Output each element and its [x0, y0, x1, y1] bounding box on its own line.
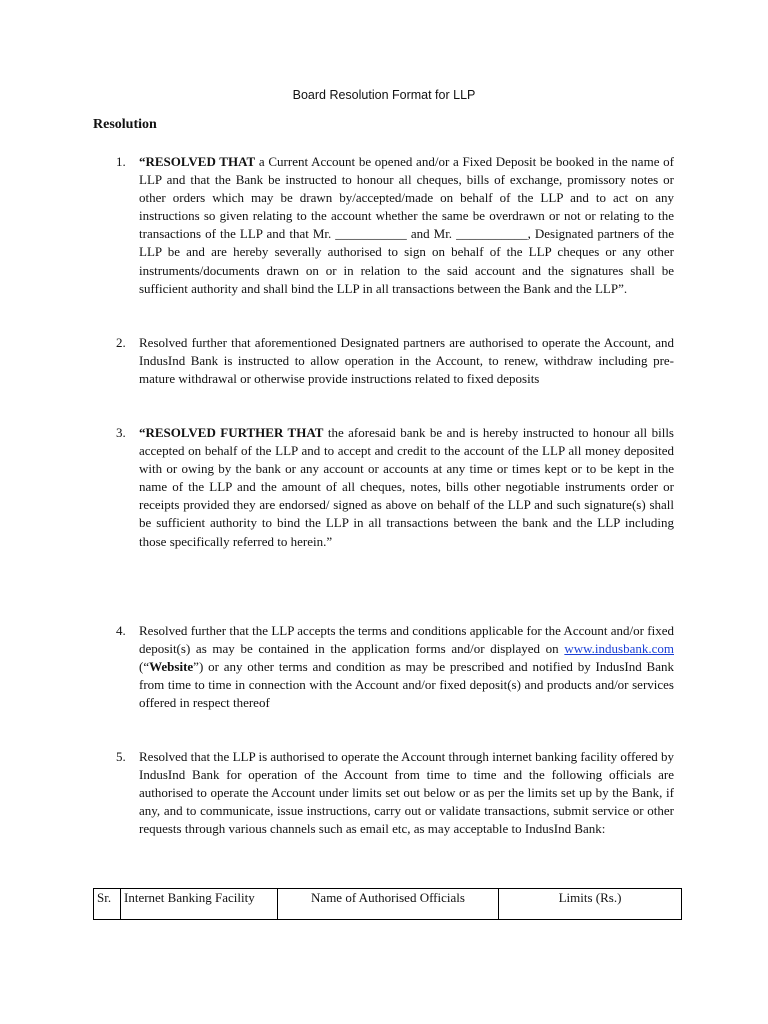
- item-number: 3.: [116, 425, 126, 440]
- header-sr: Sr.: [94, 889, 121, 920]
- header-internet-banking-facility: Internet Banking Facility: [121, 889, 278, 920]
- resolution-item-4: [116, 622, 674, 712]
- item-number: 4.: [116, 623, 126, 638]
- item-text: Resolved that the LLP is authorised to operate the Account through internet banking facility offered by IndusInd Bank for operation of the Account from time to time and the following officials are authorised to operate the Account under limits set out below or as per the limits set up by the Bank, if any, and to communicate, issue instructions, carry out or validate transactions, submit service or other requests through various channels such as email etc, as may acceptable to IndusInd Bank:: [139, 749, 674, 837]
- table-header-row: [94, 889, 682, 920]
- bold-lead: “RESOLVED THAT: [139, 154, 256, 169]
- item-number: 5.: [116, 749, 126, 764]
- resolution-item-1: [116, 153, 674, 298]
- item-text: “RESOLVED THAT a Current Account be opened and/or a Fixed Deposit be booked in the name of LLP and that the Bank be instructed to honour all cheques, bills of exchange, promissory notes or other orders which may be drawn by/accepted/made on behalf of the LLP and to act on any instructions so given relating to the account whether the same be overdrawn or not or relating to the transactions of the LLP and that Mr. ___________ and Mr. ___________, Designated partners of the LLP be and are hereby severally authorised to sign on behalf of the LLP cheques or any other instruments/documents drawn on or in relation to the said account and the signatures shall be sufficient authority and shall bind the LLP in all transactions between the Bank and the LLP”.: [139, 154, 674, 296]
- website-link[interactable]: www.indusbank.com: [564, 641, 674, 657]
- item-number: 2.: [116, 335, 126, 350]
- item-number: 1.: [116, 154, 126, 169]
- section-heading: Resolution: [93, 117, 157, 132]
- header-authorised-officials: Name of Authorised Officials: [278, 889, 499, 920]
- header-limits: Limits (Rs.): [499, 889, 682, 920]
- authorised-officials-table: [93, 888, 682, 920]
- resolution-item-3: [116, 424, 674, 551]
- resolution-item-5: [116, 748, 674, 838]
- item-text: Resolved further that the LLP accepts the terms and conditions applicable for the Account and/or fixed deposit(s) as may be contained in the application forms and/or displayed on www.indusbank.com (“Website”) or any other terms and condition as may be prescribed and notified by IndusInd Bank from time to time in connection with the Account and/or fixed deposit(s) and products and/or services offered in respect thereof: [139, 623, 674, 711]
- document-title: Board Resolution Format for LLP: [292, 88, 476, 102]
- resolution-item-2: [116, 334, 674, 388]
- item-text: Resolved further that aforementioned Designated partners are authorised to operate the Account, and IndusInd Bank is instructed to allow operation in the Account, to renew, withdraw including pre-mature withdrawal or otherwise provide instructions related to fixed deposits: [139, 335, 674, 387]
- item-text: “RESOLVED FURTHER THAT the aforesaid bank be and is hereby instructed to honour all bills accepted on behalf of the LLP and to accept and credit to the account of the LLP all money deposited with or owing by the bank or any account or accounts at any time or times kept or to be kept in the name of the LLP and the amount of all cheques, notes, bills other negotiable instruments order or receipts provided they are endorsed/ signed as above on behalf of the LLP and such signature(s) shall be sufficient authority to bind the LLP in all transactions between the bank and the LLP including those specifically referred to herein.”: [139, 425, 674, 549]
- website-term: Website: [149, 659, 194, 675]
- bold-lead: “RESOLVED FURTHER THAT: [139, 425, 324, 440]
